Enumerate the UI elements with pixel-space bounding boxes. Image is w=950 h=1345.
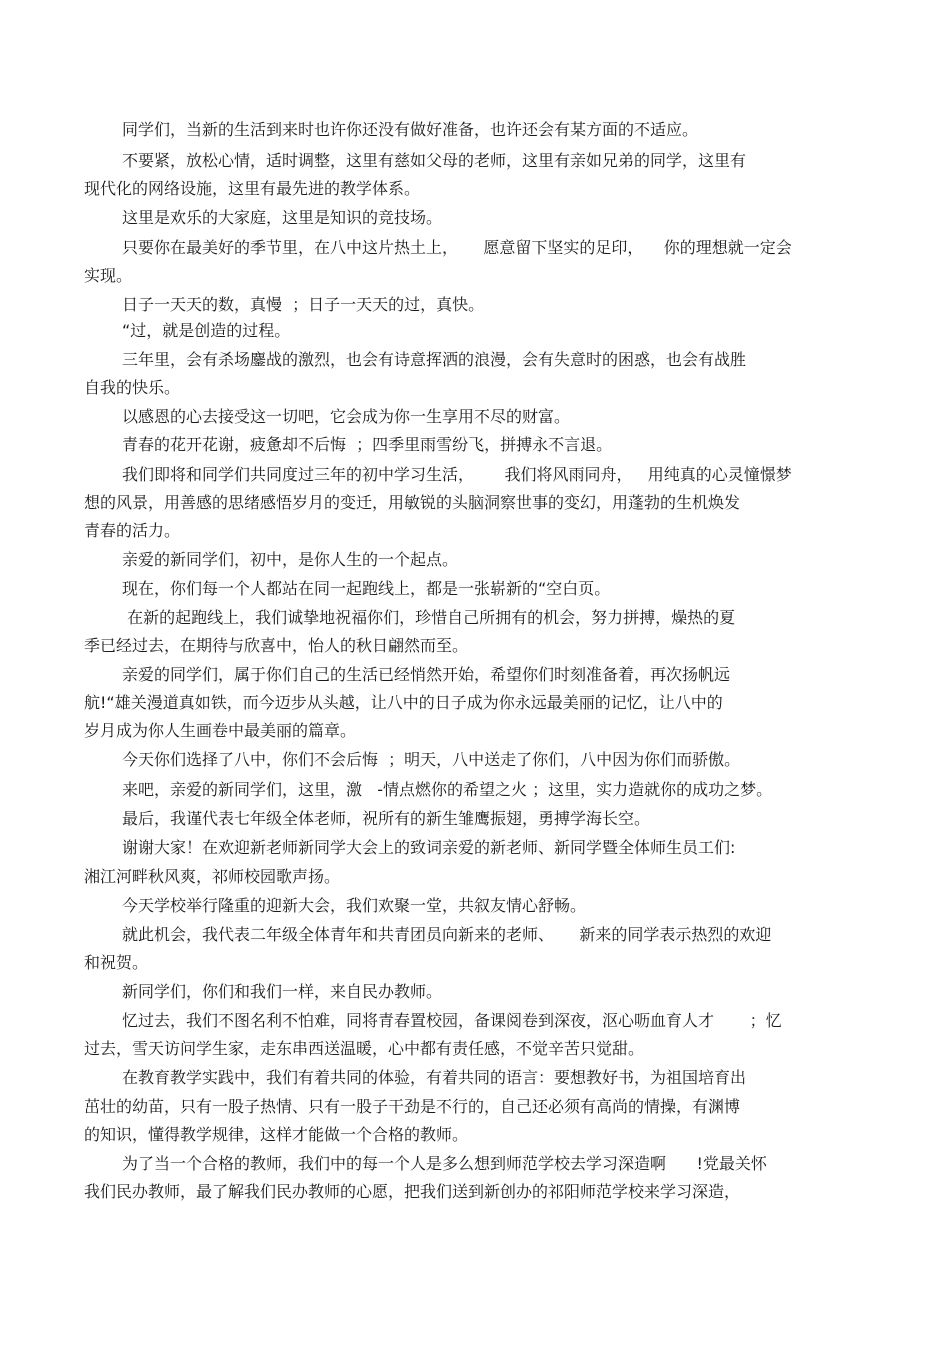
text-line: 在新的起跑线上，我们诚挚地祝福你们，珍惜自己所拥有的机会，努力拼搏，燥热的夏 (122, 608, 736, 627)
text-line: 三年里，会有杀场鏖战的激烈，也会有诗意挥洒的浪漫，会有失意时的困惑，也会有战胜 (122, 350, 747, 369)
text-line: 谢谢大家！在欢迎新老师新同学大会上的致词亲爱的新老师、新同学暨全体师生员工们: (122, 838, 736, 857)
text-line: 以感恩的心去接受这一切吧，它会成为你一生享用不尽的财富。 (122, 407, 571, 426)
text-line: 就此机会，我代表二年级全体青年和共青团员向新来的老师、 新来的同学表示热烈的欢迎 (122, 925, 772, 944)
text-line: 亲爱的新同学们，初中，是你人生的一个起点。 (122, 550, 459, 569)
text-line: 忆过去，我们不图名利不怕难，同将青春置校园，备课阅卷到深夜，沤心呖血育人才 ；忆 (122, 1011, 782, 1030)
text-line: 航!“雄关漫道真如铁，而今迈步从头越，让八中的日子成为你永远最美丽的记忆，让八中的 (84, 693, 723, 712)
text-line: 岁月成为你人生画卷中最美丽的篇章。 (84, 721, 357, 740)
text-line: 湘江河畔秋风爽，祁师校园歌声扬。 (84, 867, 341, 886)
text-line: 来吧，亲爱的新同学们，这里，激 -情点燃你的希望之火 ；这里，实力造就你的成功之梦。 (122, 780, 773, 799)
text-line: 现代化的网络设施，这里有最先进的教学体系。 (84, 179, 421, 198)
text-line: 为了当一个合格的教师，我们中的每一个人是多么想到师范学校去学习深造啊 !党最关怀 (122, 1154, 767, 1173)
text-line: 我们即将和同学们共同度过三年的初中学习生活， 我们将风雨同舟， 用纯真的心灵憧憬梦 (122, 465, 792, 484)
text-line: 这里是欢乐的大家庭，这里是知识的竞技场。 (122, 208, 443, 227)
text-line: 实现。 (84, 266, 133, 285)
text-line: 青春的花开花谢，疲惫却不后悔 ；四季里雨雪纷飞，拼搏永不言退。 (122, 435, 613, 454)
text-line: 青春的活力。 (84, 521, 181, 540)
text-line: 日子一天天的数，真慢 ；日子一天天的过，真快。 (122, 295, 485, 314)
text-line: 最后，我谨代表七年级全体老师，祝所有的新生雏鹰振翅，勇搏学海长空。 (122, 809, 651, 828)
text-line: 只要你在最美好的季节里，在八中这片热土上， 愿意留下坚实的足印， 你的理想就一定会 (122, 238, 792, 257)
text-line: 今天学校举行隆重的迎新大会，我们欢聚一堂，共叙友情心舒畅。 (122, 896, 587, 915)
text-line: 和祝贺。 (84, 953, 149, 972)
text-line: 过去，雪天访问学生家，走东串西送温暖，心中都有责任感，不觉辛苦只觉甜。 (84, 1039, 645, 1058)
text-line: 亲爱的同学们，属于你们自己的生活已经悄然开始，希望你们时刻准备着，再次扬帆远 (122, 665, 731, 684)
text-line: 的知识，懂得教学规律，这样才能做一个合格的教师。 (84, 1125, 469, 1144)
text-line: 在教育教学实践中，我们有着共同的体验，有着共同的语言：要想教好书，为祖国培育出 (122, 1068, 747, 1087)
text-line: 今天你们选择了八中，你们不会后悔 ；明天，八中送走了你们，八中因为你们而骄傲。 (122, 750, 741, 769)
text-line: 自我的快乐。 (84, 378, 181, 397)
text-line: 同学们，当新的生活到来时也许你还没有做好准备，也许还会有某方面的不适应。 (122, 120, 699, 139)
text-line: 季已经过去，在期待与欣喜中，怡人的秋日翩然而至。 (84, 636, 469, 655)
text-line: 我们民办教师，最了解我们民办教师的心愿，把我们送到新创办的祁阳师范学校来学习深造， (84, 1182, 741, 1201)
text-line: 茁壮的幼苗，只有一股子热情、只有一股子干劲是不行的，自己还必须有高尚的情操，有渊博 (84, 1097, 741, 1116)
text-line: 新同学们，你们和我们一样，来自民办教师。 (122, 982, 443, 1001)
text-line: 想的风景，用善感的思绪感悟岁月的变迁，用敏锐的头脑洞察世事的变幻，用蓬勃的生机焕发 (84, 493, 741, 512)
text-line: 现在，你们每一个人都站在同一起跑线上，都是一张崭新的“空白页。 (122, 579, 611, 598)
text-line: “过，就是创造的过程。 (122, 321, 291, 340)
text-line: 不要紧，放松心情，适时调整，这里有慈如父母的老师，这里有亲如兄弟的同学，这里有 (122, 151, 747, 170)
